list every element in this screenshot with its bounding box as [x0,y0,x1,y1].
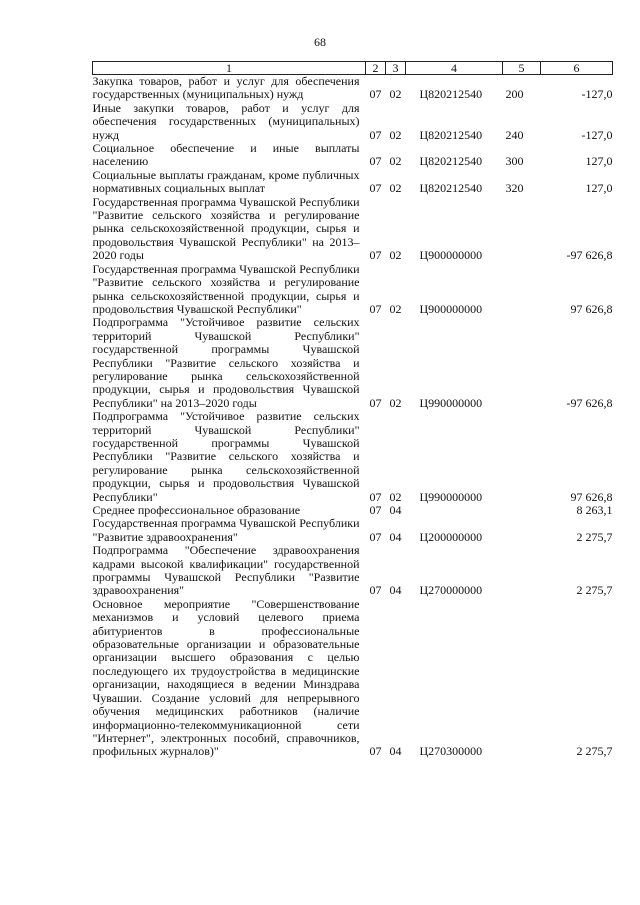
row-section: 07 [369,529,382,544]
header-col-2: 2 [366,62,386,75]
row-expense-kind [503,316,541,410]
row-description: Социальное обеспечение и иные выплаты населению [92,141,360,169]
header-col-4: 4 [406,62,503,75]
header-col-6: 6 [541,62,613,75]
header-col-3: 3 [386,62,406,75]
row-subsection: 02 [389,127,402,142]
row-amount: 97 626,8 [570,301,613,316]
row-subsection: 02 [389,301,402,316]
table-row [93,75,613,102]
row-target-article: Ц820212540 [419,154,483,169]
row-description: Социальные выплаты гражданам, кроме публичных нормативных социальных выплат [92,167,360,196]
row-target-article: Ц900000000 [419,301,483,316]
row-section: 07 [369,301,382,316]
row-description: Подпрограмма "Устойчивое развитие сельских территорий Чувашской Республики" государственной программы Чувашской Республики "Развитие сельского хозяйства и регулирование рынка сельскохозяйственной продукции, сырья и продовольствия Чувашской Республики" [92,409,360,504]
row-target-article: Ц270300000 [419,744,483,759]
row-amount: -97 626,8 [566,395,613,410]
row-amount: 127,0 [585,154,613,169]
row-expense-kind [503,504,541,517]
table-row [93,504,613,517]
table-row [93,517,613,544]
row-expense-kind [503,544,541,598]
row-description: Подпрограмма "Устойчивое развитие сельских территорий Чувашской Республики" государственной программы Чувашской Республики "Развитие сельского хозяйства и регулирование рынка сельскохозяйственной продукции, сырья и продовольствия Чувашской Республики" на 2013–2020 годы [92,315,360,410]
table-row [93,598,613,759]
row-expense-kind: 240 [505,127,524,142]
row-amount: 2 275,7 [576,529,613,544]
row-description: Государственная программа Чувашской Республики "Развитие здравоохранения" [92,516,360,544]
row-section: 07 [369,744,382,759]
row-subsection: 04 [389,583,402,598]
row-subsection: 02 [389,248,402,263]
row-subsection: 02 [389,87,402,102]
row-section: 07 [369,583,382,598]
row-expense-kind [503,517,541,544]
row-target-article: Ц200000000 [419,529,483,544]
table-row [93,410,613,504]
table-row [93,544,613,598]
row-section: 07 [369,503,382,517]
row-target-article: Ц820212540 [419,127,483,142]
row-expense-kind [503,196,541,263]
row-target-article: Ц820212540 [419,87,483,102]
row-target-article: Ц820212540 [419,181,483,196]
row-subsection: 04 [389,529,402,544]
row-expense-kind: 320 [505,181,524,196]
row-amount: 8 263,1 [576,503,613,517]
row-description: Иные закупки товаров, работ и услуг для обеспечения государственных (муниципальных) нужд [92,100,360,142]
row-target-article: Ц990000000 [419,395,483,410]
row-amount: -127,0 [581,87,613,102]
row-subsection: 02 [389,154,402,169]
row-subsection: 04 [389,744,402,759]
row-section: 07 [369,87,382,102]
row-description: Государственная программа Чувашской Республики "Развитие сельского хозяйства и регулирование рынка сельскохозяйственной продукции, сырья и продовольствия Чувашской Республики" [92,261,360,316]
row-description: Государственная программа Чувашской Республики "Развитие сельского хозяйства и регулирование рынка сельскохозяйственной продукции, сырья и продовольствия Чувашской Республики" на 2013–2020 годы [92,194,360,263]
row-description: Подпрограмма "Обеспечение здравоохранения кадрами высокой квалификации" государственной программы Чувашской Республики "Развитие здравоохранения" [92,543,360,598]
table-row [93,169,613,196]
row-description: Среднее профессиональное образование [92,503,301,517]
row-subsection: 02 [389,395,402,410]
table-row [93,263,613,317]
table-row [93,196,613,263]
header-col-5: 5 [503,62,541,75]
row-expense-kind: 300 [505,154,524,169]
row-amount: -97 626,8 [566,248,613,263]
row-amount: 2 275,7 [576,744,613,759]
row-section: 07 [369,395,382,410]
row-target-article: Ц990000000 [419,489,483,504]
page-number: 68 [314,35,326,49]
row-amount: 2 275,7 [576,583,613,598]
row-description: Основное мероприятие "Совершенствование механизмов и условий целевого приема абитуриентов в профессиональные образовательные организации и образовательные организации высшего образования с целью последующего их трудоустройства в медицинские организации, находящиеся в ведении Минздрава Чувашии. Создание условий для непрерывного обучения медицинских работников (наличие информационно-телекоммуникационной сети "Интернет", электронных пособий, справочников, профильных журналов)" [92,596,360,759]
row-section: 07 [369,248,382,263]
budget-table [92,61,613,759]
row-subsection: 02 [389,181,402,196]
row-section: 07 [369,489,382,504]
row-target-article [406,504,503,517]
row-subsection: 02 [389,489,402,504]
table-row [93,102,613,142]
row-expense-kind: 200 [505,87,524,102]
row-target-article: Ц270000000 [419,583,483,598]
row-expense-kind [503,410,541,504]
row-expense-kind [503,263,541,317]
table-header-row [93,62,613,75]
row-description: Закупка товаров, работ и услуг для обеспечения государственных (муниципальных) нужд [92,74,360,102]
row-section: 07 [369,127,382,142]
row-section: 07 [369,154,382,169]
row-amount: 97 626,8 [570,489,613,504]
row-expense-kind [503,598,541,759]
row-amount: 127,0 [585,181,613,196]
row-subsection: 04 [389,503,402,517]
header-col-1: 1 [93,62,366,75]
table-row [93,142,613,169]
row-amount: -127,0 [581,127,613,142]
row-target-article: Ц900000000 [419,248,483,263]
table-row [93,316,613,410]
table-body [93,75,613,759]
row-section: 07 [369,181,382,196]
